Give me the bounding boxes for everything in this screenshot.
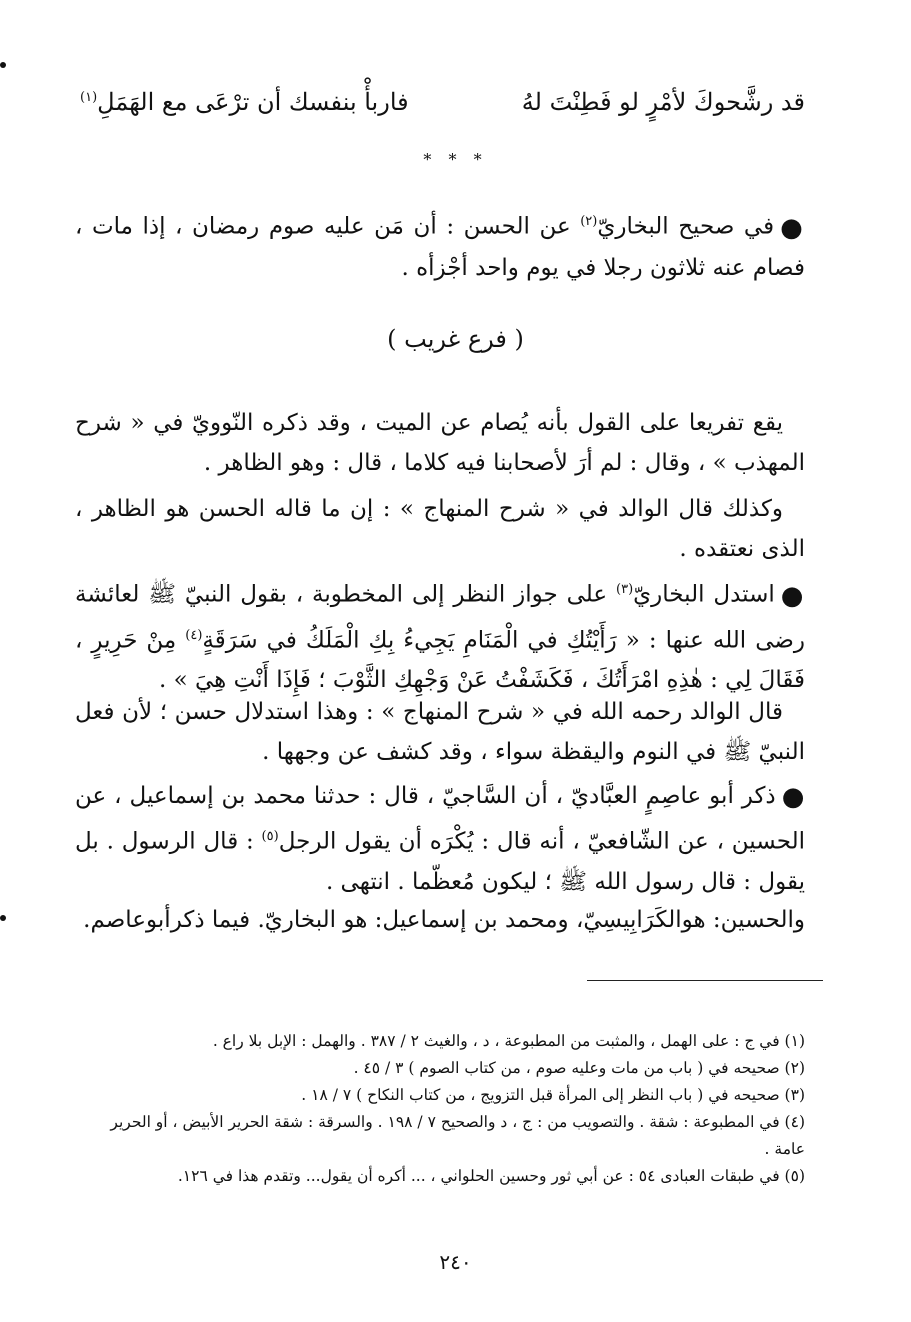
- paragraph-abbadi: ●ذكر أبو عاصِمٍ العبَّاديّ ، أن السَّاجيّ ، قال : حدثنا محمد بن إسماعيل ، عن الحسين ، عن الشّافعيّ ، أنه قال : يُكْرَه أن يقول الرجل$^{(٥)}$ : قال الرسول . بل يقول : قال رسول الله ﷺ ؛ ليكون مُعظّما . انتهى .: [75, 782, 806, 895]
- footnote-ref: (٥): [261, 829, 279, 844]
- footnotes: [105, 1028, 805, 1190]
- scan-mark: [0, 915, 6, 921]
- poem-verse: [80, 80, 805, 124]
- footnote-1: (١) في ج : على الهمل ، والمثبت من المطبوعة ، د ، والغيث ٢ / ٣٨٧ . والهمل : الإبل بلا راع .: [212, 1032, 805, 1050]
- section-separator: * * *: [423, 150, 488, 169]
- bullet-icon: ●: [780, 580, 806, 611]
- paragraph-branch-1: يقع تفريعا على القول بأنه يُصام عن الميت ، وقد ذكره النّوويّ في « شرح المهذب » ، وقال : لم أرَ لأصحابنا فيه كلاما ، قال : وهو الظاهر .: [75, 410, 805, 476]
- paragraph-sahih-bukhari-fasting: ●في صحيح البخاريّ$^{(٢)}$ عن الحسن : أن مَن عليه صوم رمضان ، إذا مات ، فصام عنه ثلاثون رجلا في يوم واحد أجْزأه .: [75, 212, 805, 281]
- footnote-2: (٢) صحيحه في ( باب من مات وعليه صوم ، من كتاب الصوم ) ٣ / ٤٥ .: [353, 1059, 805, 1077]
- footnote-divider: [587, 980, 823, 981]
- paragraph-husain: والحسين: هوالكَرَابِيسِيّ، ومحمد بن إسماعيل: هو البخاريّ. فيما ذكرأبوعاصم.: [83, 907, 805, 933]
- scan-mark: [0, 62, 6, 68]
- verse-first-hemistich: قد رشَّحوكَ لأمْرٍ لو فَطِنْتَ لهُ: [521, 88, 805, 116]
- bullet-icon: ●: [780, 212, 805, 243]
- bullet-icon: ●: [781, 782, 806, 812]
- footnote-3: (٣) صحيحه في ( باب النظر إلى المرأة قبل التزويج ، من كتاب النكاح ) ٧ / ١٨ .: [301, 1086, 805, 1104]
- footnote-5: (٥) في طبقات العبادى ٥٤ : عن أبي ثور وحسين الحلواني ، ... أكره أن يقول... وتقدم هذا في ١٢٦.: [177, 1167, 805, 1185]
- footnote-ref: (٤): [185, 627, 203, 643]
- footnote-ref: (٣): [616, 582, 634, 597]
- page-number: ٢٤٠: [439, 1250, 472, 1274]
- paragraph-bukhari-engagement: ●استدل البخاريّ$^{(٣)}$ على جواز النظر إلى المخطوبة ، بقول النبيّ ﷺ لعائشة رضى الله عنها : « رَأَيْتُكِ في الْمَنَامِ يَجِيءُ بِكِ الْمَلَكُ في سَرَقَةٍ$^{(٤)}$ مِنْ حَرِيرٍ ، فَقَالَ لِي : هٰذِهِ امْرَأَتُكَ ، فَكَشَفْتُ عَنْ وَجْهِكِ الثَّوْبَ ؛ فَإِذَا أَنْتِ هِيَ » .: [75, 580, 806, 694]
- footnote-4: (٤) في المطبوعة : شقة . والتصويب من : ج ، د والصحيح ٧ / ١٩٨ . والسرقة : شقة الحرير الأبيض ، أو الحرير عامة .: [110, 1113, 805, 1158]
- footnote-ref: (٢): [580, 214, 598, 229]
- footnote-ref: (١): [80, 90, 98, 105]
- section-heading: ( فرع غريب ): [387, 325, 524, 353]
- paragraph-walid-comment: قال الوالد رحمه الله في « شرح المنهاج » : وهذا استدلال حسن ؛ لأن فعل النبيّ ﷺ في النوم واليقظة سواء ، وقد كشف عن وجهها .: [75, 699, 805, 765]
- verse-second-hemistich: فاربأْ بنفسك أن ترْعَى مع الهَمَلِ$^{(١)}$: [80, 88, 409, 116]
- paragraph-branch-2: وكذلك قال الوالد في « شرح المنهاج » : إن ما قاله الحسن هو الظاهر ، الذى نعتقده .: [75, 496, 805, 562]
